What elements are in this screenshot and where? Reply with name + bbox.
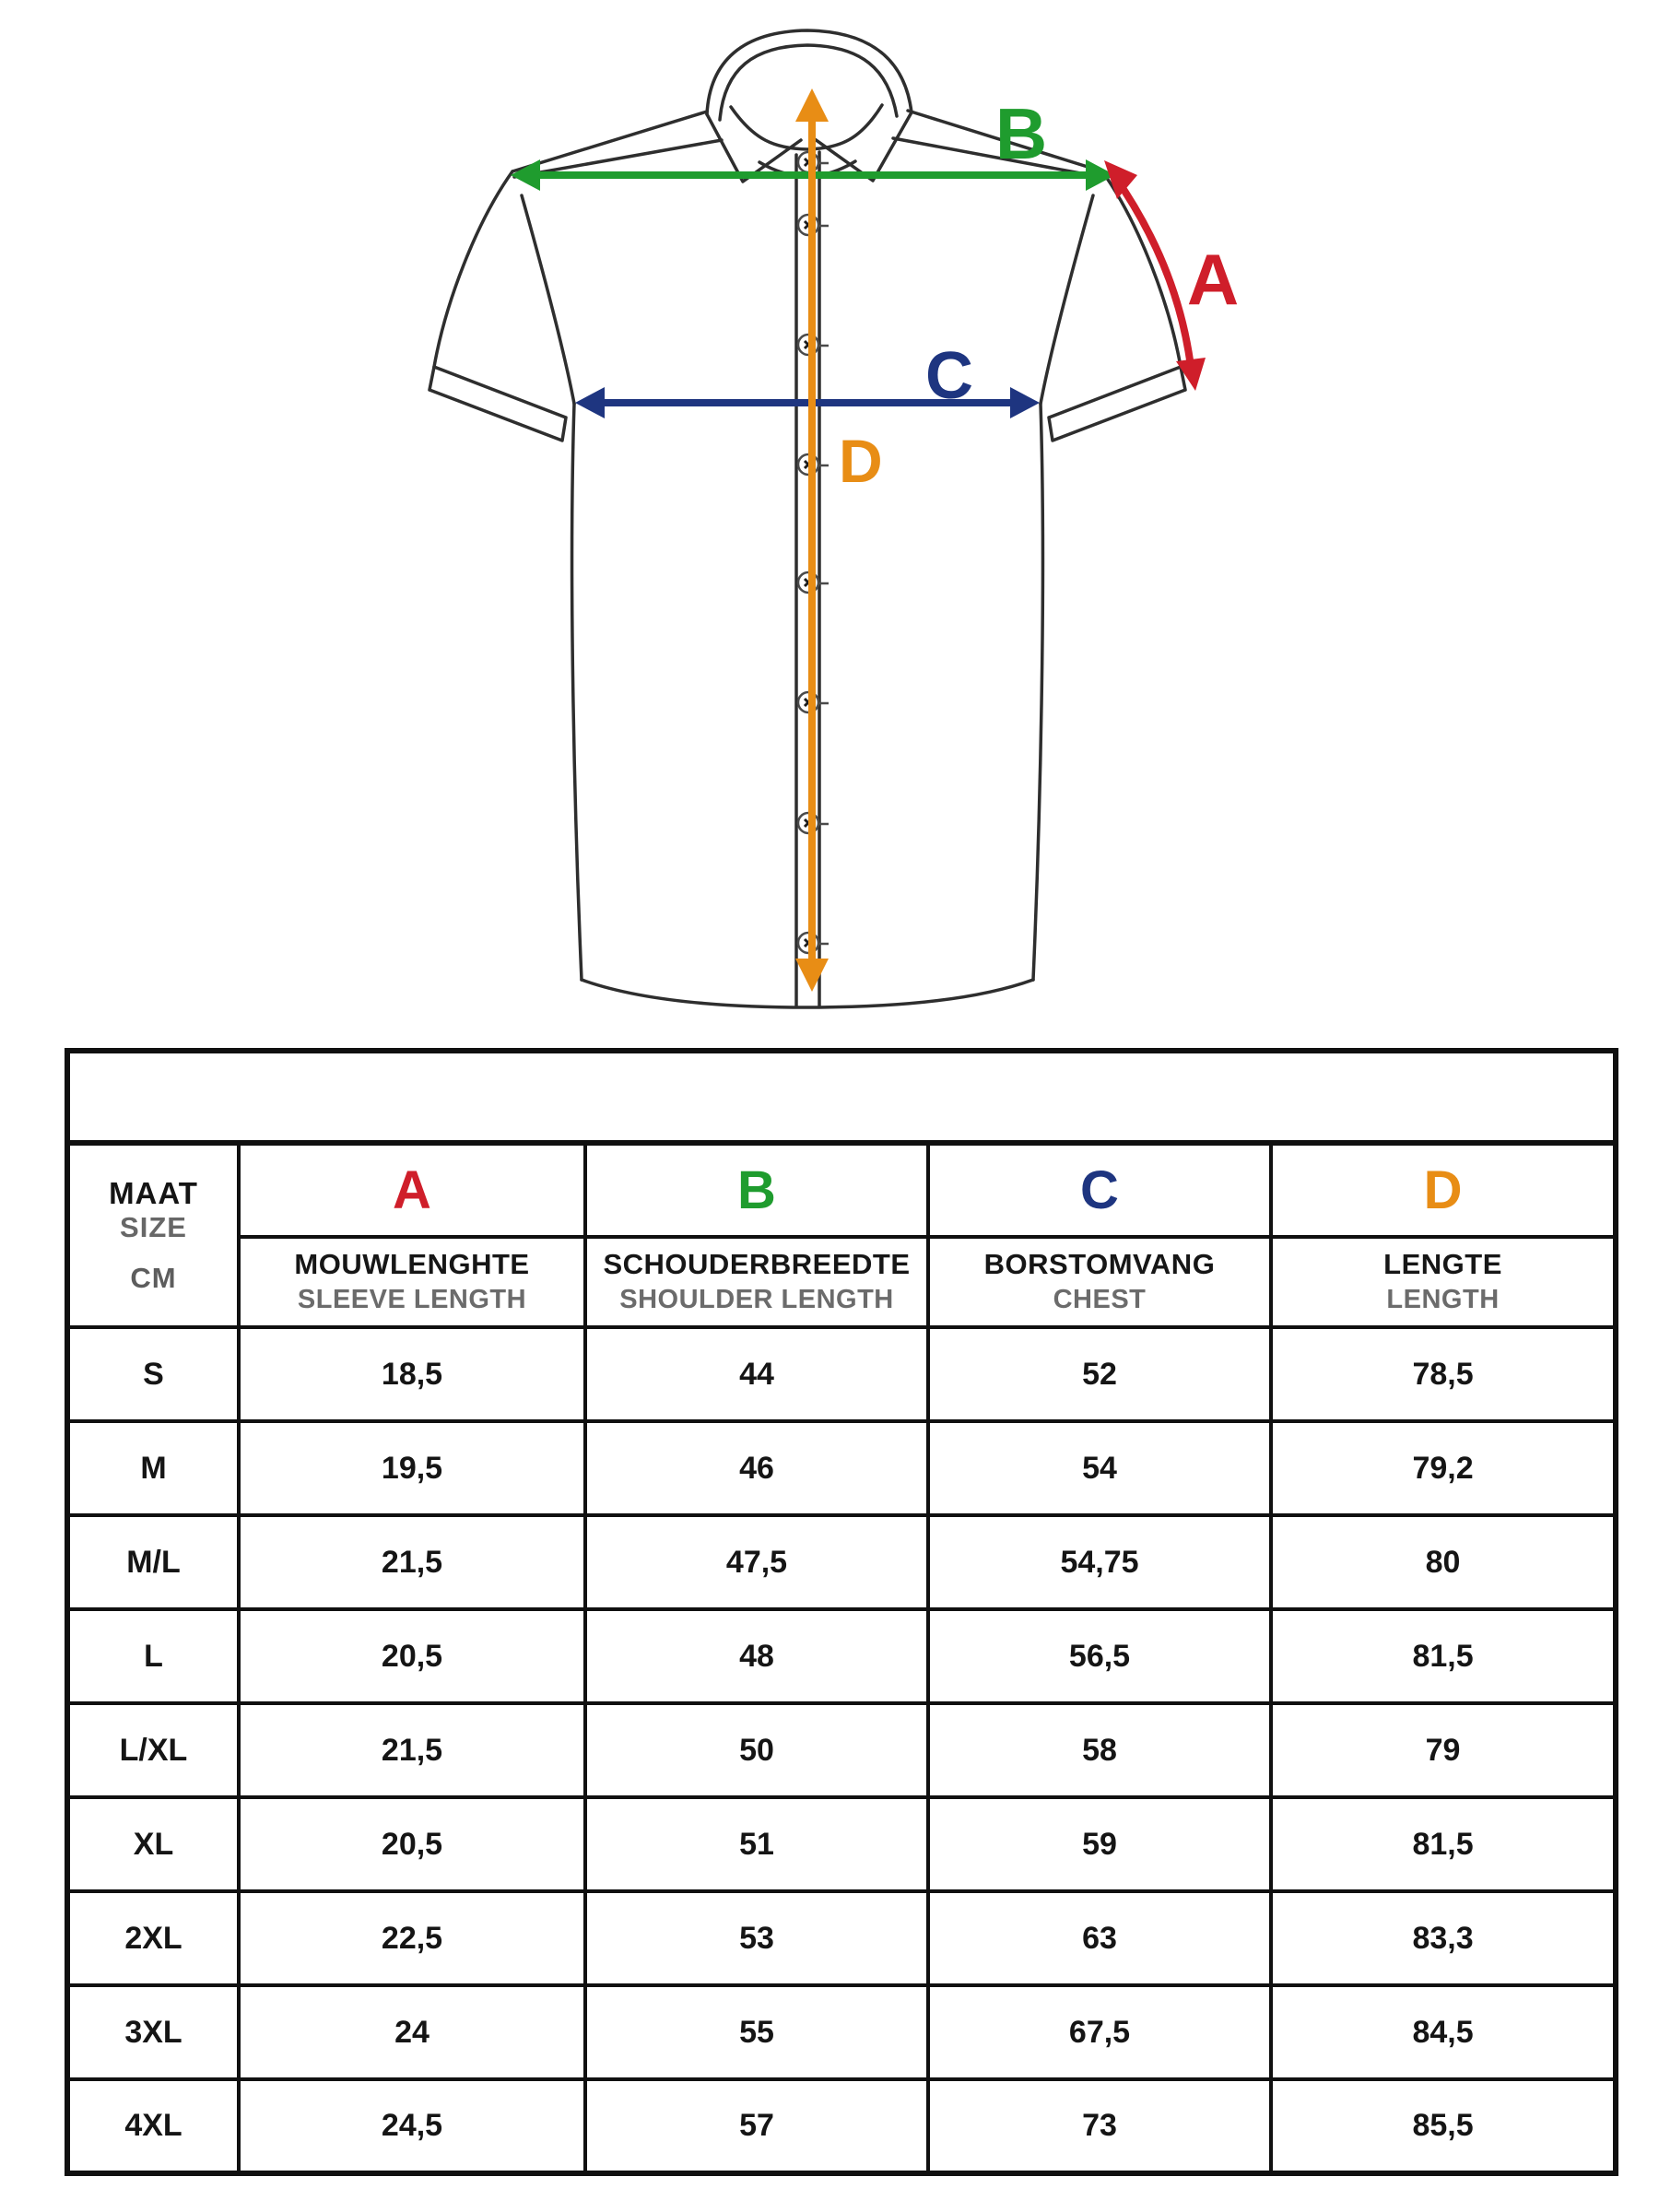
column-name-a: MOUWLENGHTE SLEEVE LENGTH xyxy=(239,1237,585,1327)
table-row xyxy=(67,1797,1616,1891)
value-d: 78,5 xyxy=(1271,1327,1616,1421)
value-d: 79,2 xyxy=(1271,1421,1616,1515)
column-letter-b: B xyxy=(585,1143,928,1237)
value-c: 52 xyxy=(928,1327,1271,1421)
diagram-label-a: A xyxy=(1186,239,1240,320)
size-label: M xyxy=(67,1421,239,1515)
sleeve-left-armhole xyxy=(522,195,574,404)
value-c: 67,5 xyxy=(928,1985,1271,2079)
value-b: 46 xyxy=(585,1421,928,1515)
arrowhead-left-icon xyxy=(511,159,540,191)
blank-header-cell xyxy=(67,1051,1616,1143)
column-letter-d: D xyxy=(1271,1143,1616,1237)
size-unit-header-cell xyxy=(67,1143,239,1327)
value-b: 47,5 xyxy=(585,1515,928,1609)
value-d: 80 xyxy=(1271,1515,1616,1609)
value-c: 59 xyxy=(928,1797,1271,1891)
measure-arrow-a-sleeve xyxy=(1104,160,1239,391)
value-b: 44 xyxy=(585,1327,928,1421)
measure-arrow-d-length xyxy=(795,88,883,992)
size-header-en: SIZE xyxy=(120,1211,187,1244)
body-hem xyxy=(582,980,1033,1007)
arrowhead-bottom-icon xyxy=(1176,358,1206,391)
value-c: 73 xyxy=(928,2079,1271,2173)
table-row xyxy=(67,1609,1616,1703)
value-c: 54,75 xyxy=(928,1515,1271,1609)
value-a: 20,5 xyxy=(239,1609,585,1703)
arrowhead-right-icon xyxy=(1010,387,1040,418)
column-name-b: SCHOUDERBREEDTE SHOULDER LENGTH xyxy=(585,1237,928,1327)
column-letter-c: C xyxy=(928,1143,1271,1237)
value-b: 55 xyxy=(585,1985,928,2079)
table-row xyxy=(67,1515,1616,1609)
value-b: 50 xyxy=(585,1703,928,1797)
size-label: S xyxy=(67,1327,239,1421)
size-table xyxy=(65,1048,1618,2176)
value-b: 53 xyxy=(585,1891,928,1985)
sleeve-right-armhole xyxy=(1041,195,1093,404)
value-b: 48 xyxy=(585,1609,928,1703)
unit-label: CM xyxy=(130,1261,177,1294)
value-d: 79 xyxy=(1271,1703,1616,1797)
size-label: L/XL xyxy=(67,1703,239,1797)
size-label: 3XL xyxy=(67,1985,239,2079)
sleeve-left-outer xyxy=(434,171,512,367)
column-name-d: LENGTE LENGTH xyxy=(1271,1237,1616,1327)
value-c: 58 xyxy=(928,1703,1271,1797)
value-a: 24,5 xyxy=(239,2079,585,2173)
size-header-nl: MAAT xyxy=(109,1176,198,1211)
value-d: 83,3 xyxy=(1271,1891,1616,1985)
table-row xyxy=(67,2079,1616,2173)
shoulder-left-top xyxy=(512,112,707,171)
size-label: M/L xyxy=(67,1515,239,1609)
value-a: 24 xyxy=(239,1985,585,2079)
diagram-label-b: B xyxy=(994,93,1048,174)
size-label: 2XL xyxy=(67,1891,239,1985)
arrowhead-left-icon xyxy=(575,387,605,418)
value-a: 22,5 xyxy=(239,1891,585,1985)
column-name-c: BORSTOMVANG CHEST xyxy=(928,1237,1271,1327)
value-b: 57 xyxy=(585,2079,928,2173)
table-row xyxy=(67,1891,1616,1985)
value-d: 81,5 xyxy=(1271,1609,1616,1703)
arrowhead-down-icon xyxy=(795,959,829,992)
column-letter-a: A xyxy=(239,1143,585,1237)
body-side-right xyxy=(1033,404,1042,980)
value-a: 21,5 xyxy=(239,1703,585,1797)
value-c: 54 xyxy=(928,1421,1271,1515)
table-row xyxy=(67,1421,1616,1515)
value-d: 84,5 xyxy=(1271,1985,1616,2079)
size-label: XL xyxy=(67,1797,239,1891)
table-row xyxy=(67,1985,1616,2079)
value-d: 85,5 xyxy=(1271,2079,1616,2173)
value-a: 20,5 xyxy=(239,1797,585,1891)
value-d: 81,5 xyxy=(1271,1797,1616,1891)
value-a: 19,5 xyxy=(239,1421,585,1515)
value-a: 18,5 xyxy=(239,1327,585,1421)
table-letter-header-row xyxy=(67,1143,1616,1237)
value-c: 63 xyxy=(928,1891,1271,1985)
value-c: 56,5 xyxy=(928,1609,1271,1703)
body-side-left xyxy=(572,404,582,980)
table-row xyxy=(67,1327,1616,1421)
sleeve-right-cuff xyxy=(1049,367,1185,441)
table-name-header-row xyxy=(67,1237,1616,1327)
arrowhead-up-icon xyxy=(795,88,829,122)
value-a: 21,5 xyxy=(239,1515,585,1609)
size-label: L xyxy=(67,1609,239,1703)
diagram-label-c: C xyxy=(925,339,973,413)
diagram-label-d: D xyxy=(839,427,883,495)
size-label: 4XL xyxy=(67,2079,239,2173)
table-blank-header-row xyxy=(67,1051,1616,1143)
sleeve-left-cuff xyxy=(429,367,566,441)
value-b: 51 xyxy=(585,1797,928,1891)
shirt-measurement-diagram xyxy=(0,0,1659,1048)
table-row xyxy=(67,1703,1616,1797)
